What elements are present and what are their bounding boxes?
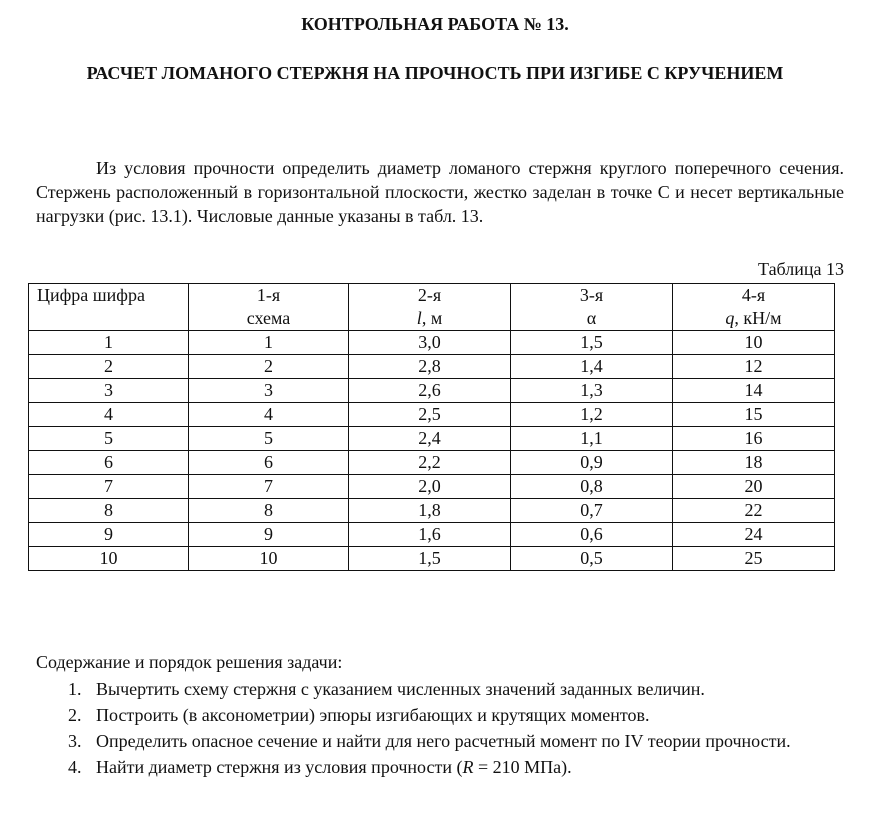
page-title: КОНТРОЛЬНАЯ РАБОТА № 13. [301, 14, 569, 34]
table-cell: 1 [29, 331, 189, 355]
table-cell: 0,8 [511, 475, 673, 499]
table-cell: 7 [29, 475, 189, 499]
steps-heading: Содержание и порядок решения задачи: [36, 652, 343, 672]
table-cell: 25 [673, 547, 835, 571]
step-text: = 210 МПа). [473, 757, 572, 777]
table-cell: 0,9 [511, 451, 673, 475]
step-text: Вычертить схему стержня с указанием численных значений заданных величин. [96, 679, 705, 699]
table-subheader-row [29, 307, 835, 331]
step-number: 1. [68, 679, 82, 699]
table-row [29, 379, 835, 403]
table-header-row [29, 284, 835, 308]
table-cell: 4 [189, 403, 349, 427]
table-row [29, 451, 835, 475]
table-cell: 1,8 [349, 499, 511, 523]
step-number: 4. [68, 757, 82, 777]
table-cell: 1,3 [511, 379, 673, 403]
table-row [29, 499, 835, 523]
unit-text: , м [421, 308, 443, 328]
table-cell: 10 [29, 547, 189, 571]
table-cell: 24 [673, 523, 835, 547]
table-cell: 9 [189, 523, 349, 547]
table-cell: 10 [189, 547, 349, 571]
steps-list [36, 676, 844, 780]
list-item [36, 702, 844, 728]
table-cell: 1,1 [511, 427, 673, 451]
table-cell: 2 [189, 355, 349, 379]
table-cell: 20 [673, 475, 835, 499]
table-row [29, 331, 835, 355]
table-cell: 2,0 [349, 475, 511, 499]
header-cell: 3-я [511, 284, 673, 308]
table-cell: 14 [673, 379, 835, 403]
table-cell: 5 [29, 427, 189, 451]
table-row [29, 355, 835, 379]
table-row [29, 523, 835, 547]
table-cell: 0,7 [511, 499, 673, 523]
data-table [28, 283, 835, 571]
table-cell: 1,2 [511, 403, 673, 427]
table-cell: 2,2 [349, 451, 511, 475]
table-cell: 15 [673, 403, 835, 427]
header-cell: α [511, 307, 673, 331]
table-cell: 7 [189, 475, 349, 499]
table-cell: 1,5 [349, 547, 511, 571]
table-cell: 0,6 [511, 523, 673, 547]
table-cell: 2,6 [349, 379, 511, 403]
table-cell: 16 [673, 427, 835, 451]
unit-text: , кН/м [734, 308, 782, 328]
table-cell: 0,5 [511, 547, 673, 571]
table-cell: 8 [189, 499, 349, 523]
table-row [29, 427, 835, 451]
table-cell: 1,6 [349, 523, 511, 547]
intro-paragraph: Из условия прочности определить диаметр ломаного стержня круглого поперечного сечения. Стержень расположенный в горизонтальной плоскости, жестко заделан в точке С и несет вертикальные нагрузки (рис. 13.1). Числовые данные указаны в табл. 13. [36, 158, 844, 226]
header-cell: 4-я [673, 284, 835, 308]
step-text: Построить (в аксонометрии) эпюры изгибающих и крутящих моментов. [96, 705, 650, 725]
symbol-r: R [462, 757, 474, 777]
header-cell: схема [189, 307, 349, 331]
header-cell [673, 307, 835, 331]
table-cell: 8 [29, 499, 189, 523]
table-cell: 10 [673, 331, 835, 355]
table-cell: 1,5 [511, 331, 673, 355]
table-cell: 2 [29, 355, 189, 379]
table-cell: 6 [29, 451, 189, 475]
table-cell: 3 [189, 379, 349, 403]
page-subtitle: РАСЧЕТ ЛОМАНОГО СТЕРЖНЯ НА ПРОЧНОСТЬ ПРИ ИЗГИБЕ С КРУЧЕНИЕМ [86, 63, 784, 83]
header-cell [349, 307, 511, 331]
table-cell: 9 [29, 523, 189, 547]
step-text: Найти диаметр стержня из условия прочности ( [96, 757, 463, 777]
step-number: 3. [68, 731, 82, 751]
symbol-l: l [416, 308, 422, 328]
list-item [36, 754, 844, 780]
header-cell [29, 307, 189, 331]
table-cell: 5 [189, 427, 349, 451]
table-cell: 2,8 [349, 355, 511, 379]
header-cell: Цифра шифра [29, 284, 189, 308]
table-cell: 12 [673, 355, 835, 379]
table-row [29, 403, 835, 427]
table-cell: 1 [189, 331, 349, 355]
list-item [36, 676, 844, 702]
step-number: 2. [68, 705, 82, 725]
symbol-q: q [725, 308, 735, 328]
table-cell: 2,5 [349, 403, 511, 427]
table-cell: 4 [29, 403, 189, 427]
list-item [36, 728, 844, 754]
table-cell: 2,4 [349, 427, 511, 451]
table-cell: 3,0 [349, 331, 511, 355]
table-row [29, 547, 835, 571]
table-cell: 18 [673, 451, 835, 475]
table-cell: 22 [673, 499, 835, 523]
step-text: Определить опасное сечение и найти для него расчетный момент по IV теории прочности. [96, 731, 791, 751]
header-cell: 1-я [189, 284, 349, 308]
header-cell: 2-я [349, 284, 511, 308]
table-cell: 6 [189, 451, 349, 475]
table-caption: Таблица 13 [758, 259, 844, 279]
table-cell: 3 [29, 379, 189, 403]
table-row [29, 475, 835, 499]
table-cell: 1,4 [511, 355, 673, 379]
